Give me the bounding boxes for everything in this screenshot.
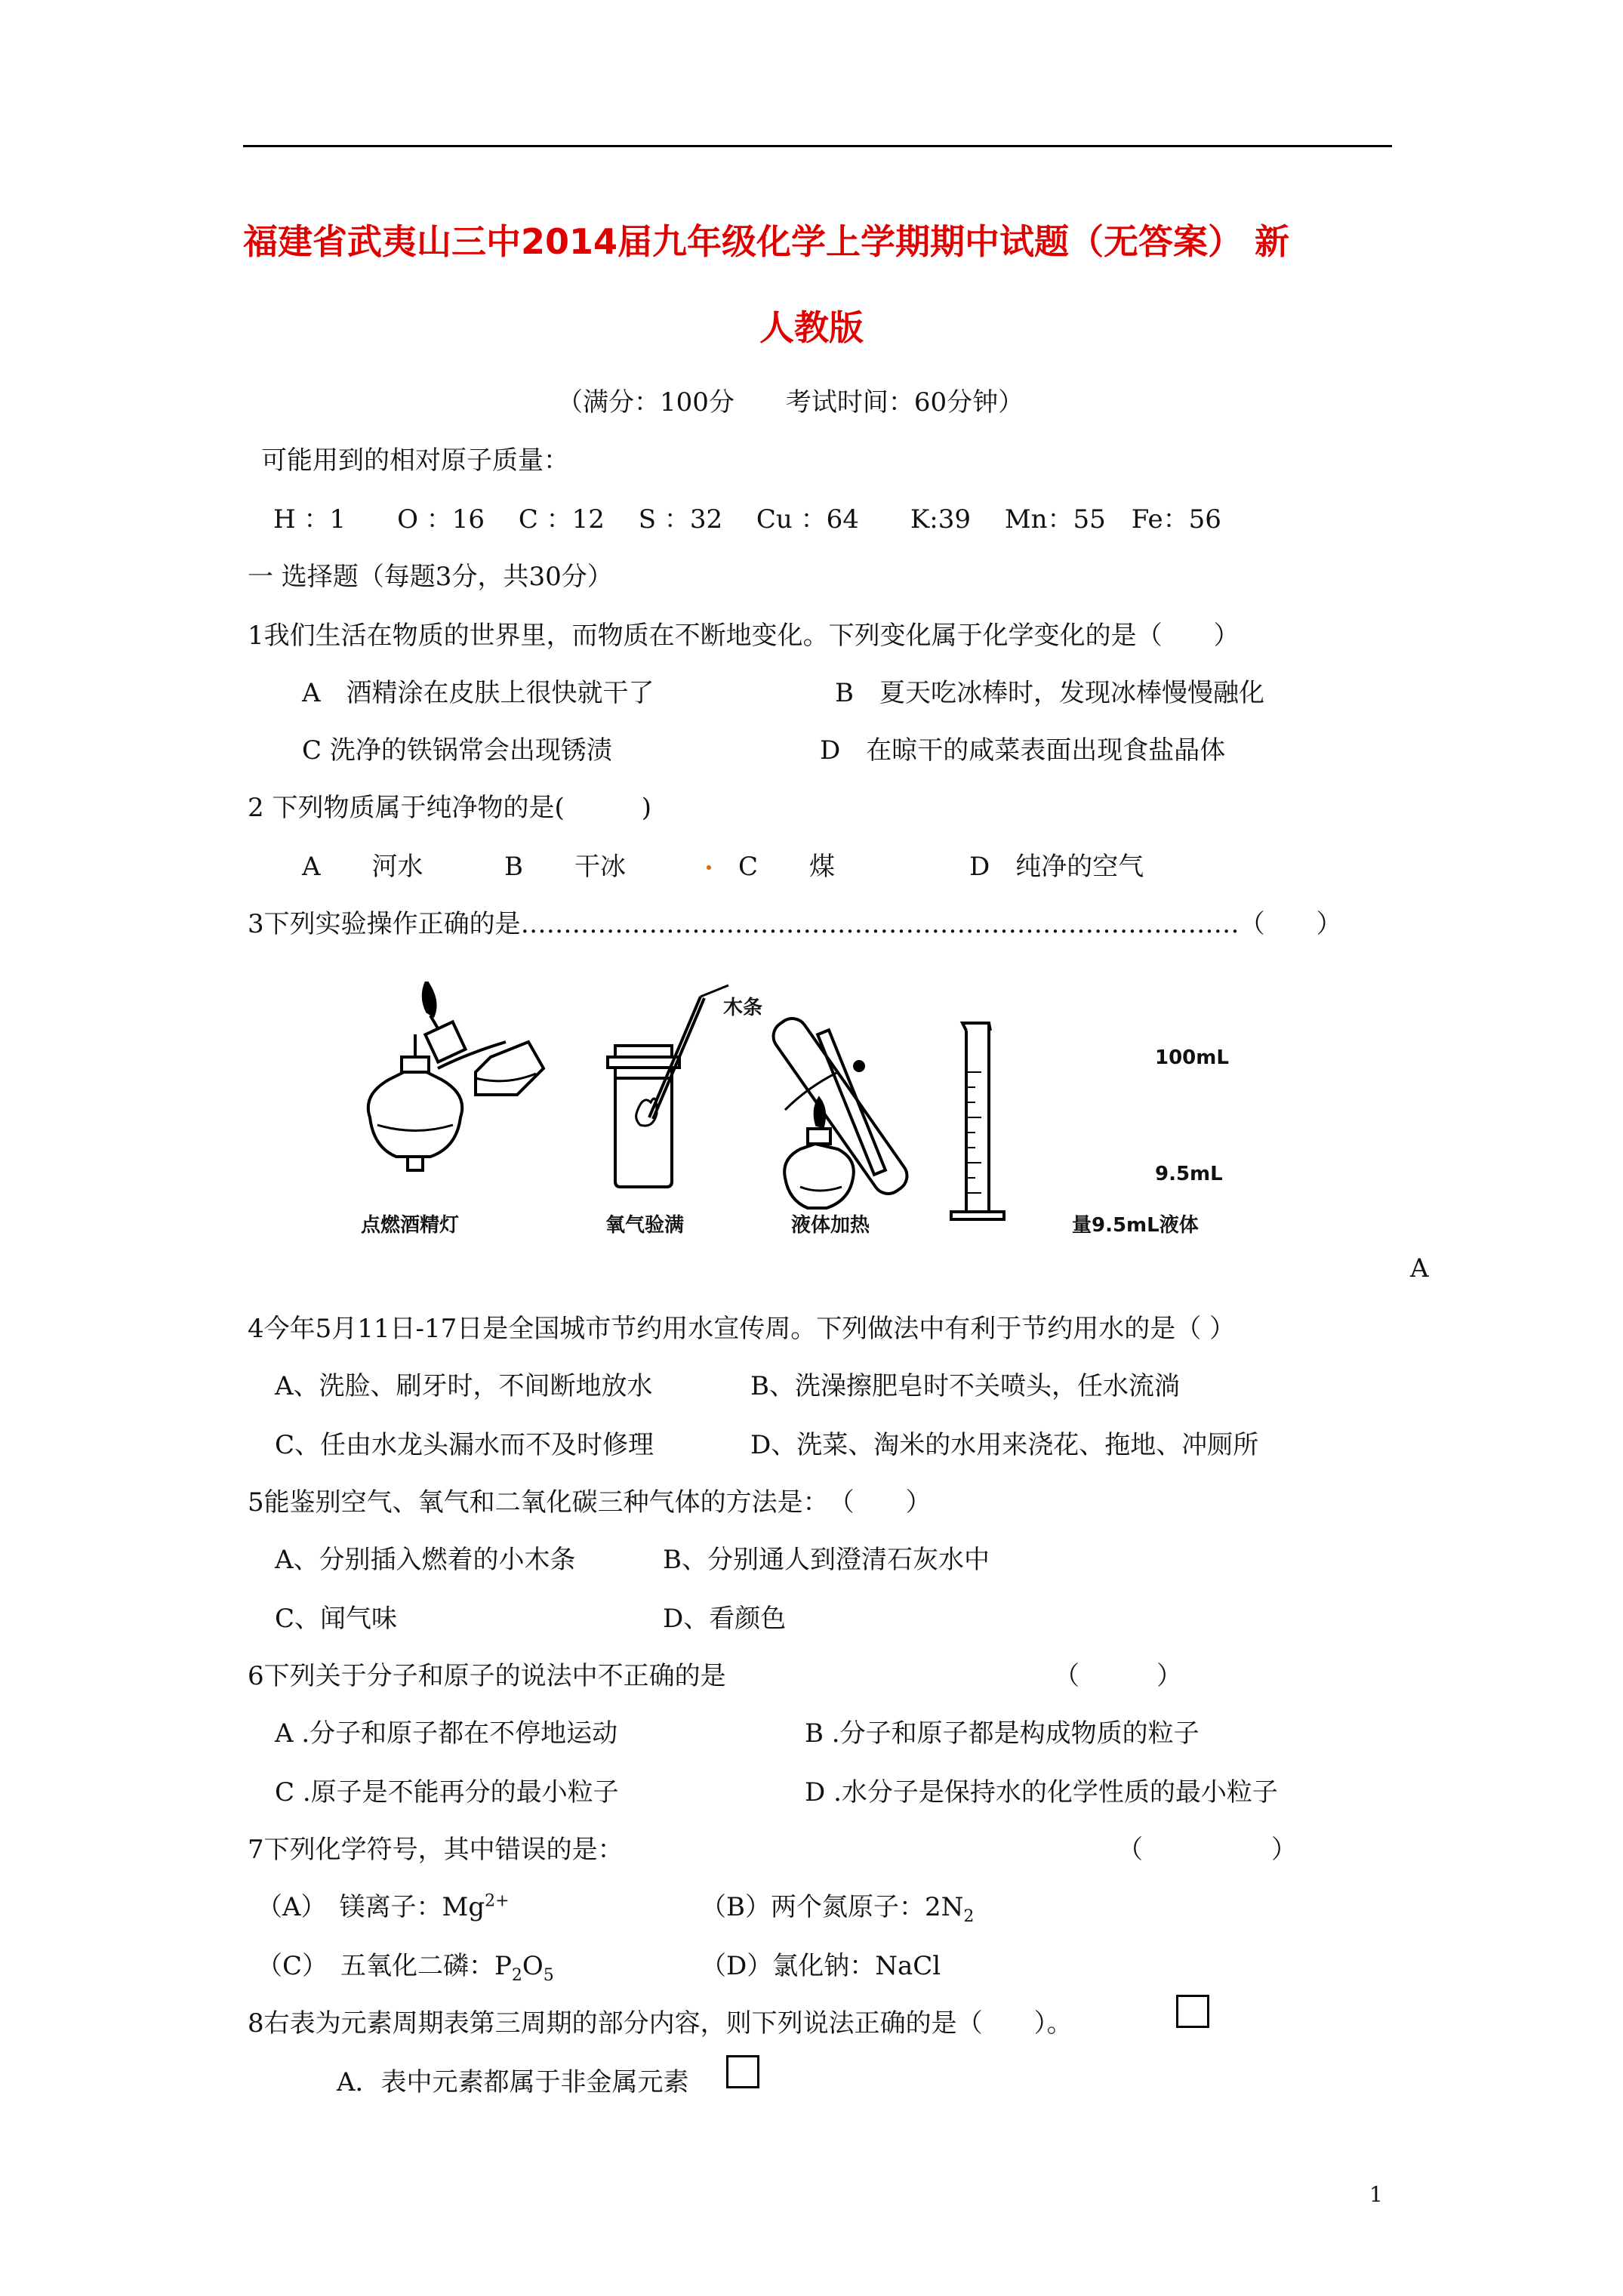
question-7-stem: 7下列化学符号，其中错误的是： [248,1835,624,1865]
question-4-option-b: B、洗澡擦肥皂时不关喷头，任水流淌 [750,1371,1180,1401]
question-7-paren: （ ） [1117,1835,1297,1865]
answer-box[interactable] [726,2055,759,2088]
question-6-option-b: B .分子和原子都是构成物质的粒子 [805,1718,1200,1749]
question-4-option-c: C、任由水龙头漏水而不及时修理 [275,1430,654,1460]
question-5-option-a: A、分别插入燃着的小木条 [275,1545,576,1575]
question-2-option-c: C 煤 [738,852,836,882]
question-5-option-d: D、看颜色 [663,1604,787,1634]
page-number: 1 [1369,2182,1383,2207]
atomic-mass-label: 可能用到的相对原子质量： [261,445,569,476]
label-9-5ml: 9.5mL [1155,1163,1223,1185]
question-2-option-a: A 河水 [302,852,423,882]
caption-light-lamp: 点燃酒精灯 [361,1214,460,1237]
question-7-option-a: （A） 镁离子：$Mg^{2+}$ [257,1891,510,1922]
question-4-stem: 4今年5月11日-17日是全国城市节约用水宣传周。下列做法中有利于节约用水的是（ ） [248,1314,1236,1344]
lab-operations-figure [355,982,1283,1246]
title-line-2: 人教版 [759,307,864,348]
question-1-stem: 1我们生活在物质的世界里，而物质在不断地变化。下列变化属于化学变化的是（ ） [248,621,1240,651]
heating-liquid-drawing [768,1012,913,1208]
question-3-stem: 3下列实验操作正确的是…………………………………………………………………………（ ） [248,909,1342,939]
question-1-option-c: C 洗净的铁锅常会出现锈渍 [302,735,612,766]
question-8-stem: 8右表为元素周期表第三周期的部分内容，则下列说法正确的是（ ）。 [248,2008,1073,2039]
question-5-option-b: B、分别通人到澄清石灰水中 [663,1545,990,1575]
question-3-letter-a: A [1410,1253,1429,1284]
exam-info: （满分：100分 考试时间：60分钟） [557,387,1024,418]
caption-oxygen-test: 氧气验满 [605,1214,685,1237]
measuring-cylinder-drawing [951,1023,1004,1219]
caption-heat-liquid: 液体加热 [791,1214,870,1237]
section-heading: 一 选择题（每题3分，共30分） [248,562,613,592]
question-7-option-c: （C） 五氧化二磷：$P_2O_5$ [257,1951,554,1985]
question-6-stem: 6下列关于分子和原子的说法中不正确的是 [248,1661,726,1691]
question-2-option-b: B 干冰 [504,852,626,882]
question-4-option-d: D、洗菜、淘米的水用来浇花、拖地、冲厕所 [750,1430,1259,1460]
question-2-option-d: D 纯净的空气 [969,852,1144,882]
question-1-option-d: D 在晾干的咸菜表面出现食盐晶体 [820,735,1226,766]
atomic-masses: H ：1 O ：16 C ：12 S ：32 Cu ：64 K:39 Mn：55 Fe：56 [273,504,1221,535]
alcohol-lamp-lighting-drawing [368,982,544,1170]
question-8-option-a: A．表中元素都属于非金属元素 [337,2067,689,2097]
label-wood-stick: 木条 [723,997,763,1019]
question-6-paren: （ ） [1054,1661,1182,1691]
question-6-option-d: D .水分子是保持水的化学性质的最小粒子 [805,1777,1278,1808]
title-line-1: 福建省武夷山三中2014届九年级化学上学期期中试题（无答案） 新 [243,221,1290,262]
gas-bottle-drawing [608,985,728,1187]
label-100ml: 100mL [1155,1046,1229,1069]
header-rule [243,145,1392,147]
question-7-option-b: （B）两个氮原子：$2N_2$ [701,1892,975,1926]
question-6-option-c: C .原子是不能再分的最小粒子 [275,1777,619,1808]
question-6-option-a: A .分子和原子都在不停地运动 [275,1718,618,1749]
caption-measure-liquid: 量9.5mL液体 [1072,1214,1199,1237]
question-5-stem: 5能鉴别空气、氧气和二氧化碳三种气体的方法是： （ ） [248,1487,932,1518]
stray-dot [707,865,711,870]
question-1-option-a: A 酒精涂在皮肤上很快就干了 [302,678,654,708]
answer-box[interactable] [1176,1995,1209,2028]
question-4-option-a: A、洗脸、刷牙时，不间断地放水 [275,1371,653,1401]
question-5-option-c: C、闻气味 [275,1604,398,1634]
question-1-option-b: B 夏天吃冰棒时，发现冰棒慢慢融化 [835,678,1264,708]
question-2-stem: 2 下列物质属于纯净物的是( ) [248,793,651,823]
question-7-option-d: （D）氯化钠：NaCl [701,1951,941,1981]
